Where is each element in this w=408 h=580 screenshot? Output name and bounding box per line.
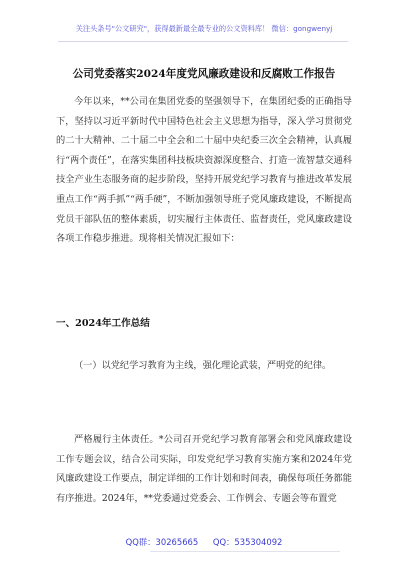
footer-qq-group: QQ群：30265665 [125, 537, 199, 547]
footer-contact [0, 536, 408, 548]
footer-qq: QQ：535304092 [212, 537, 283, 547]
header-divider [58, 41, 348, 42]
document-title: 公司党委落实2024年度党风廉政建设和反腐败工作报告 [72, 68, 336, 80]
header-banner: 关注头条号"公文研究"，获得最新最全最专业的公文资料库！ 微信：gongwenyj [75, 24, 333, 33]
subsection-heading: （一）以党纪学习教育为主线，强化理论武装，严明党的纪律。 [74, 360, 332, 371]
footer-divider [150, 551, 340, 552]
body-paragraph: 严格履行主体责任。*公司召开党纪学习教育部署会和党风廉政建设工作专题会议，结合公司实际，印发党纪学习教育实施方案和2024年党风廉政建设工作要点，制定详细的工作计划和时间表，确保每项任务都能有序推进。2024年，**党委通过党委会、工作例会、专题会等布置党 [56, 434, 352, 504]
intro-paragraph: 今年以来，**公司在集团党委的坚强领导下，在集团纪委的正确指导下，坚持以习近平新时代中国特色社会主义思想为指导，深入学习贯彻党的二十大精神、二十届二中全会和二十届中央纪委三次全会精神，认真履行“两个责任”，在落实集团科技板块资源深度整合、打造一流智慧交通科技全产业生态服务商的起步阶段，坚持开展党纪学习教育与推进改革发展重点工作“两手抓”“两手硬”，不断加强领导班子党风廉政建设，不断提高党员干部队伍的整体素质，切实履行主体责任、监督责任，党风廉政建设各项工作稳步推进。现将相关情况汇报如下： [56, 96, 352, 245]
section-heading: 一、2024年工作总结 [56, 318, 150, 329]
